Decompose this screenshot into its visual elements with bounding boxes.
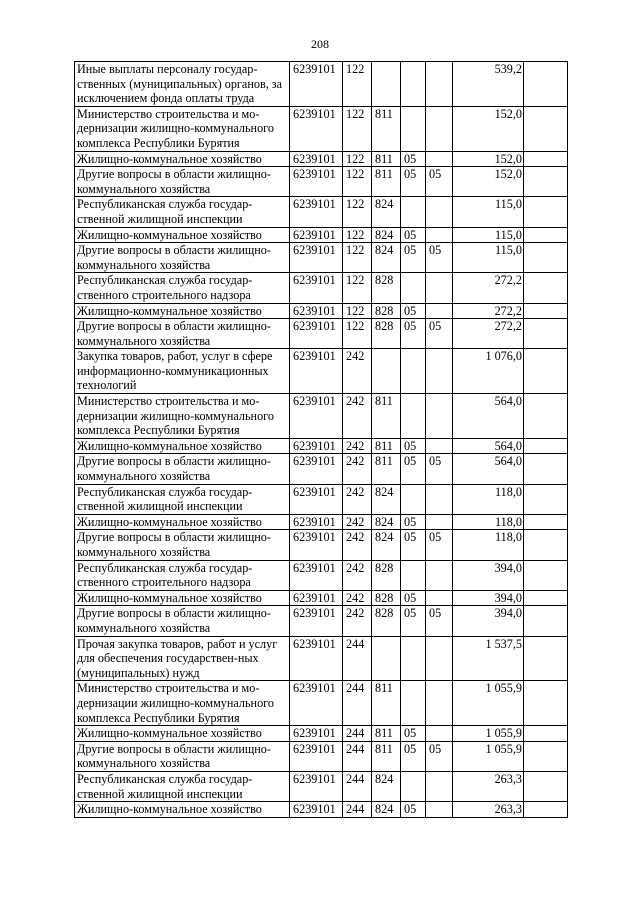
empty-cell xyxy=(524,319,568,349)
empty-cell xyxy=(524,606,568,636)
empty-cell xyxy=(524,227,568,243)
ministry-code: 811 xyxy=(372,454,401,484)
empty-cell xyxy=(524,106,568,151)
amount: 263,3 xyxy=(453,771,524,801)
table-row xyxy=(75,394,568,439)
target-article-code: 6239101 xyxy=(290,106,343,151)
amount: 263,3 xyxy=(453,802,524,818)
ministry-code: 824 xyxy=(372,243,401,273)
row-name: Закупка товаров, работ, услуг в сфере информационно-коммуникационных технологий xyxy=(75,349,290,394)
subsection-code: 05 xyxy=(426,530,453,560)
row-name: Республиканская служба государ-ственной жилищной инспекции xyxy=(75,771,290,801)
row-name: Другие вопросы в области жилищно-коммунального хозяйства xyxy=(75,741,290,771)
amount: 115,0 xyxy=(453,243,524,273)
target-article-code: 6239101 xyxy=(290,197,343,227)
expense-type-code: 242 xyxy=(343,484,372,514)
target-article-code: 6239101 xyxy=(290,243,343,273)
subsection-code xyxy=(426,484,453,514)
page-number: 208 xyxy=(311,37,329,51)
subsection-code: 05 xyxy=(426,319,453,349)
target-article-code: 6239101 xyxy=(290,726,343,742)
empty-cell xyxy=(524,484,568,514)
expense-type-code: 122 xyxy=(343,106,372,151)
amount: 394,0 xyxy=(453,590,524,606)
ministry-code: 824 xyxy=(372,484,401,514)
subsection-code xyxy=(426,636,453,681)
expense-type-code: 122 xyxy=(343,273,372,303)
amount: 272,2 xyxy=(453,273,524,303)
subsection-code: 05 xyxy=(426,741,453,771)
row-name: Республиканская служба государ-ственной жилищной инспекции xyxy=(75,197,290,227)
amount: 272,2 xyxy=(453,319,524,349)
ministry-code: 811 xyxy=(372,167,401,197)
target-article-code: 6239101 xyxy=(290,167,343,197)
table-row xyxy=(75,319,568,349)
table-row xyxy=(75,197,568,227)
expense-type-code: 242 xyxy=(343,530,372,560)
amount: 539,2 xyxy=(453,62,524,107)
section-code xyxy=(401,62,426,107)
empty-cell xyxy=(524,62,568,107)
row-name: Жилищно-коммунальное хозяйство xyxy=(75,227,290,243)
table-row xyxy=(75,62,568,107)
empty-cell xyxy=(524,514,568,530)
table-row xyxy=(75,681,568,726)
target-article-code: 6239101 xyxy=(290,349,343,394)
row-name: Жилищно-коммунальное хозяйство xyxy=(75,151,290,167)
expense-type-code: 242 xyxy=(343,394,372,439)
expense-type-code: 122 xyxy=(343,167,372,197)
section-code xyxy=(401,484,426,514)
target-article-code: 6239101 xyxy=(290,636,343,681)
section-code xyxy=(401,771,426,801)
expense-type-code: 244 xyxy=(343,636,372,681)
subsection-code xyxy=(426,802,453,818)
ministry-code: 824 xyxy=(372,227,401,243)
empty-cell xyxy=(524,454,568,484)
section-code xyxy=(401,681,426,726)
table-row xyxy=(75,438,568,454)
amount: 1 537,5 xyxy=(453,636,524,681)
subsection-code xyxy=(426,726,453,742)
amount: 1 076,0 xyxy=(453,349,524,394)
expense-type-code: 244 xyxy=(343,771,372,801)
subsection-code xyxy=(426,394,453,439)
target-article-code: 6239101 xyxy=(290,681,343,726)
section-code: 05 xyxy=(401,243,426,273)
target-article-code: 6239101 xyxy=(290,590,343,606)
empty-cell xyxy=(524,349,568,394)
table-row xyxy=(75,530,568,560)
subsection-code: 05 xyxy=(426,167,453,197)
row-name: Республиканская служба государ-ственного строительного надзора xyxy=(75,560,290,590)
row-name: Другие вопросы в области жилищно-коммунального хозяйства xyxy=(75,167,290,197)
section-code: 05 xyxy=(401,741,426,771)
empty-cell xyxy=(524,530,568,560)
section-code: 05 xyxy=(401,167,426,197)
subsection-code xyxy=(426,438,453,454)
empty-cell xyxy=(524,151,568,167)
empty-cell xyxy=(524,636,568,681)
expense-type-code: 122 xyxy=(343,319,372,349)
amount: 1 055,9 xyxy=(453,726,524,742)
row-name: Другие вопросы в области жилищно-коммунального хозяйства xyxy=(75,319,290,349)
row-name: Иные выплаты персоналу государ-ственных (муниципальных) органов, за исключением фонда оплаты труда xyxy=(75,62,290,107)
amount: 115,0 xyxy=(453,197,524,227)
section-code: 05 xyxy=(401,227,426,243)
expense-type-code: 242 xyxy=(343,514,372,530)
table-row xyxy=(75,726,568,742)
row-name: Другие вопросы в области жилищно-коммунального хозяйства xyxy=(75,454,290,484)
target-article-code: 6239101 xyxy=(290,319,343,349)
section-code: 05 xyxy=(401,590,426,606)
expense-type-code: 244 xyxy=(343,726,372,742)
empty-cell xyxy=(524,273,568,303)
section-code: 05 xyxy=(401,726,426,742)
amount: 272,2 xyxy=(453,303,524,319)
table-row xyxy=(75,802,568,818)
subsection-code: 05 xyxy=(426,606,453,636)
section-code xyxy=(401,560,426,590)
expense-type-code: 242 xyxy=(343,560,372,590)
section-code xyxy=(401,394,426,439)
target-article-code: 6239101 xyxy=(290,802,343,818)
expense-type-code: 122 xyxy=(343,227,372,243)
subsection-code xyxy=(426,62,453,107)
subsection-code xyxy=(426,590,453,606)
target-article-code: 6239101 xyxy=(290,771,343,801)
amount: 118,0 xyxy=(453,530,524,560)
section-code: 05 xyxy=(401,303,426,319)
amount: 1 055,9 xyxy=(453,681,524,726)
subsection-code xyxy=(426,151,453,167)
budget-table xyxy=(74,61,568,818)
subsection-code xyxy=(426,197,453,227)
ministry-code: 828 xyxy=(372,606,401,636)
expense-type-code: 244 xyxy=(343,681,372,726)
table-row xyxy=(75,303,568,319)
section-code: 05 xyxy=(401,530,426,560)
section-code xyxy=(401,106,426,151)
ministry-code xyxy=(372,62,401,107)
target-article-code: 6239101 xyxy=(290,227,343,243)
amount: 115,0 xyxy=(453,227,524,243)
target-article-code: 6239101 xyxy=(290,303,343,319)
ministry-code: 824 xyxy=(372,514,401,530)
expense-type-code: 242 xyxy=(343,590,372,606)
expense-type-code: 242 xyxy=(343,438,372,454)
subsection-code: 05 xyxy=(426,454,453,484)
expense-type-code: 122 xyxy=(343,243,372,273)
row-name: Жилищно-коммунальное хозяйство xyxy=(75,514,290,530)
table-row xyxy=(75,349,568,394)
target-article-code: 6239101 xyxy=(290,454,343,484)
target-article-code: 6239101 xyxy=(290,151,343,167)
expense-type-code: 122 xyxy=(343,151,372,167)
row-name: Жилищно-коммунальное хозяйство xyxy=(75,590,290,606)
subsection-code xyxy=(426,771,453,801)
empty-cell xyxy=(524,590,568,606)
amount: 118,0 xyxy=(453,484,524,514)
section-code: 05 xyxy=(401,454,426,484)
amount: 564,0 xyxy=(453,394,524,439)
ministry-code: 824 xyxy=(372,802,401,818)
ministry-code: 828 xyxy=(372,319,401,349)
section-code: 05 xyxy=(401,606,426,636)
empty-cell xyxy=(524,681,568,726)
empty-cell xyxy=(524,438,568,454)
ministry-code xyxy=(372,636,401,681)
row-name: Другие вопросы в области жилищно-коммунального хозяйства xyxy=(75,243,290,273)
row-name: Жилищно-коммунальное хозяйство xyxy=(75,726,290,742)
empty-cell xyxy=(524,243,568,273)
amount: 394,0 xyxy=(453,560,524,590)
ministry-code: 811 xyxy=(372,394,401,439)
empty-cell xyxy=(524,802,568,818)
ministry-code: 811 xyxy=(372,726,401,742)
table-row xyxy=(75,636,568,681)
subsection-code xyxy=(426,514,453,530)
table-row xyxy=(75,454,568,484)
table-row xyxy=(75,771,568,801)
section-code xyxy=(401,636,426,681)
ministry-code: 811 xyxy=(372,438,401,454)
subsection-code xyxy=(426,349,453,394)
row-name: Министерство строительства и мо-дернизации жилищно-коммунального комплекса Республики Бурятия xyxy=(75,106,290,151)
empty-cell xyxy=(524,167,568,197)
expense-type-code: 242 xyxy=(343,349,372,394)
subsection-code xyxy=(426,227,453,243)
amount: 564,0 xyxy=(453,438,524,454)
section-code xyxy=(401,273,426,303)
expense-type-code: 122 xyxy=(343,197,372,227)
target-article-code: 6239101 xyxy=(290,484,343,514)
row-name: Прочая закупка товаров, работ и услуг для обеспечения государствен-ных (муниципальных) нужд xyxy=(75,636,290,681)
expense-type-code: 242 xyxy=(343,606,372,636)
row-name: Республиканская служба государ-ственного строительного надзора xyxy=(75,273,290,303)
section-code: 05 xyxy=(401,438,426,454)
amount: 152,0 xyxy=(453,106,524,151)
section-code xyxy=(401,349,426,394)
target-article-code: 6239101 xyxy=(290,530,343,560)
row-name: Другие вопросы в области жилищно-коммунального хозяйства xyxy=(75,530,290,560)
target-article-code: 6239101 xyxy=(290,438,343,454)
ministry-code: 811 xyxy=(372,151,401,167)
section-code: 05 xyxy=(401,802,426,818)
ministry-code: 824 xyxy=(372,771,401,801)
table-row xyxy=(75,151,568,167)
ministry-code xyxy=(372,349,401,394)
row-name: Министерство строительства и мо-дернизации жилищно-коммунального комплекса Республики Бурятия xyxy=(75,394,290,439)
ministry-code: 828 xyxy=(372,273,401,303)
amount: 1 055,9 xyxy=(453,741,524,771)
row-name: Жилищно-коммунальное хозяйство xyxy=(75,303,290,319)
table-row xyxy=(75,273,568,303)
target-article-code: 6239101 xyxy=(290,394,343,439)
target-article-code: 6239101 xyxy=(290,606,343,636)
table-row xyxy=(75,106,568,151)
row-name: Жилищно-коммунальное хозяйство xyxy=(75,802,290,818)
expense-type-code: 242 xyxy=(343,454,372,484)
expense-type-code: 122 xyxy=(343,303,372,319)
empty-cell xyxy=(524,394,568,439)
expense-type-code: 122 xyxy=(343,62,372,107)
table-row xyxy=(75,167,568,197)
empty-cell xyxy=(524,726,568,742)
amount: 394,0 xyxy=(453,606,524,636)
table-row xyxy=(75,741,568,771)
empty-cell xyxy=(524,560,568,590)
empty-cell xyxy=(524,771,568,801)
ministry-code: 811 xyxy=(372,681,401,726)
row-name: Министерство строительства и мо-дернизации жилищно-коммунального комплекса Республики Бурятия xyxy=(75,681,290,726)
subsection-code xyxy=(426,303,453,319)
target-article-code: 6239101 xyxy=(290,741,343,771)
amount: 152,0 xyxy=(453,167,524,197)
table-row xyxy=(75,484,568,514)
subsection-code xyxy=(426,273,453,303)
ministry-code: 811 xyxy=(372,741,401,771)
ministry-code: 828 xyxy=(372,303,401,319)
amount: 152,0 xyxy=(453,151,524,167)
empty-cell xyxy=(524,303,568,319)
section-code: 05 xyxy=(401,151,426,167)
ministry-code: 828 xyxy=(372,590,401,606)
target-article-code: 6239101 xyxy=(290,514,343,530)
table-row xyxy=(75,606,568,636)
amount: 118,0 xyxy=(453,514,524,530)
section-code: 05 xyxy=(401,319,426,349)
row-name: Жилищно-коммунальное хозяйство xyxy=(75,438,290,454)
table-row xyxy=(75,560,568,590)
amount: 564,0 xyxy=(453,454,524,484)
budget-table-body xyxy=(75,62,568,818)
ministry-code: 828 xyxy=(372,560,401,590)
ministry-code: 824 xyxy=(372,530,401,560)
subsection-code xyxy=(426,560,453,590)
empty-cell xyxy=(524,197,568,227)
section-code: 05 xyxy=(401,514,426,530)
ministry-code: 824 xyxy=(372,197,401,227)
table-row xyxy=(75,243,568,273)
table-row xyxy=(75,514,568,530)
ministry-code: 811 xyxy=(372,106,401,151)
table-row xyxy=(75,590,568,606)
subsection-code xyxy=(426,681,453,726)
target-article-code: 6239101 xyxy=(290,62,343,107)
expense-type-code: 244 xyxy=(343,741,372,771)
subsection-code: 05 xyxy=(426,243,453,273)
target-article-code: 6239101 xyxy=(290,273,343,303)
empty-cell xyxy=(524,741,568,771)
subsection-code xyxy=(426,106,453,151)
row-name: Другие вопросы в области жилищно-коммунального хозяйства xyxy=(75,606,290,636)
target-article-code: 6239101 xyxy=(290,560,343,590)
table-row xyxy=(75,227,568,243)
section-code xyxy=(401,197,426,227)
row-name: Республиканская служба государ-ственной жилищной инспекции xyxy=(75,484,290,514)
expense-type-code: 244 xyxy=(343,802,372,818)
